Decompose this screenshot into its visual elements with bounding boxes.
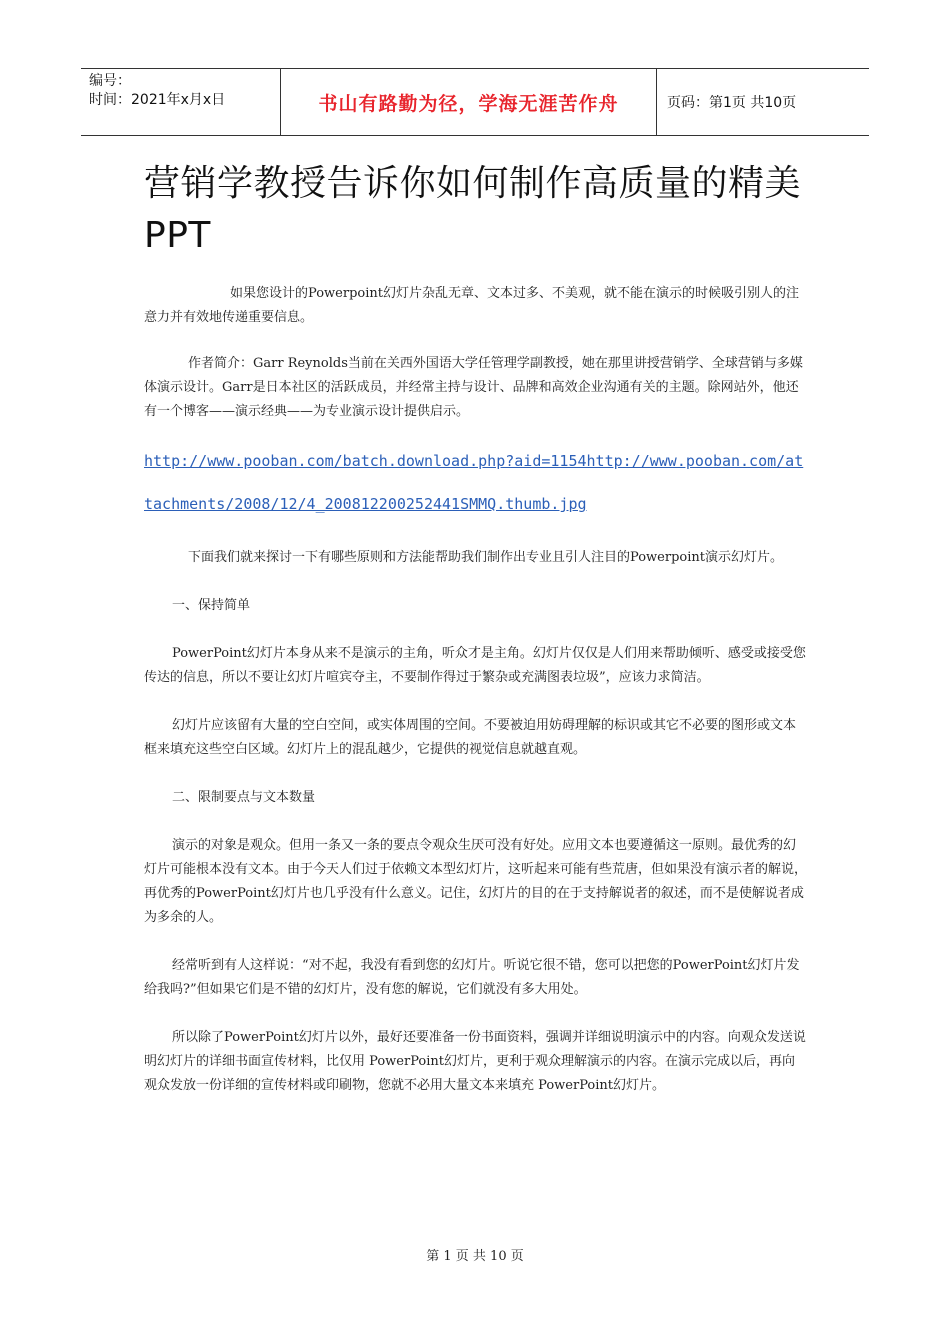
author-bio-paragraph: 作者简介：Garr Reynolds当前在关西外国语大学任管理学副教授，她在那里讲授营销学、全球营销与多媒体演示设计。Garr是日本社区的活跃成员，并经常主持与设计、品牌和高效企业沟通有关的主题。除网站外，他还有一个博客——演示经典——为专业演示设计提供启示。 <box>144 356 803 419</box>
document-time: 时间：2021年x月x日 <box>89 92 226 108</box>
body-paragraph: 下面我们就来探讨一下有哪些原则和方法能帮助我们制作出专业且引人注目的Powerpoint演示幻灯片。 <box>188 550 783 565</box>
header-meta <box>81 69 281 135</box>
body-paragraph: PowerPoint幻灯片本身从来不是演示的主角，听众才是主角。幻灯片仅仅是人们用来帮助倾听、感受或接受您传达的信息，所以不要让幻灯片喧宾夺主，不要制作得过于繁杂或充满图表垃圾”，应该力求简洁。 <box>144 646 806 685</box>
document-body <box>144 282 808 1098</box>
document-number-label: 编号： <box>89 73 131 89</box>
header-page-info: 页码：第1页 共10页 <box>667 95 797 111</box>
intro-paragraph: 如果您设计的Powerpoint幻灯片杂乱无章、文本过多、不美观，就不能在演示的时候吸引别人的注意力并有效地传递重要信息。 <box>144 286 799 325</box>
document-title: 营销学教授告诉你如何制作高质量的精美PPT <box>144 163 802 256</box>
page-footer: 第 1 页 共 10 页 <box>426 1249 524 1264</box>
body-paragraph: 演示的对象是观众。但用一条又一条的要点令观众生厌可没有好处。应用文本也要遵循这一原则。最优秀的幻灯片可能根本没有文本。由于今天人们过于依赖文本型幻灯片，这听起来可能有些荒唐，但如果没有演示者的解说，再优秀的PowerPoint幻灯片也几乎没有什么意义。记住，幻灯片的目的在于支持解说者的叙述，而不是使解说者成为多余的人。 <box>144 838 808 925</box>
image-link[interactable]: http://www.pooban.com/batch.download.php?aid=1154http://www.pooban.com/attachments/2008/12/4_200812200252441SMMQ.thumb.jpg <box>144 452 804 513</box>
body-paragraph: 所以除了PowerPoint幻灯片以外，最好还要准备一份书面资料，强调并详细说明演示中的内容。向观众发送说明幻灯片的详细书面宣传材料，比仅用 PowerPoint幻灯片，更利于观众理解演示的内容。在演示完成以后，再向观众发放一份详细的宣传材料或印刷物，您就不必用大量文本来填充 PowerPoint幻灯片。 <box>144 1030 806 1093</box>
page-header <box>81 68 869 136</box>
section-heading-1: 一、保持简单 <box>172 598 251 613</box>
header-motto: 书山有路勤为径，学海无涯苦作舟 <box>281 69 657 135</box>
body-paragraph: 幻灯片应该留有大量的空白空间，或实体周围的空间。不要被迫用妨碍理解的标识或其它不必要的图形或文本框来填充这些空白区域。幻灯片上的混乱越少，它提供的视觉信息就越直观。 <box>144 718 797 757</box>
body-paragraph: 经常听到有人这样说：“对不起，我没有看到您的幻灯片。听说它很不错，您可以把您的PowerPoint幻灯片发给我吗?”但如果它们是不错的幻灯片，没有您的解说，它们就没有多大用处。 <box>144 958 800 997</box>
section-heading-2: 二、限制要点与文本数量 <box>172 790 316 805</box>
